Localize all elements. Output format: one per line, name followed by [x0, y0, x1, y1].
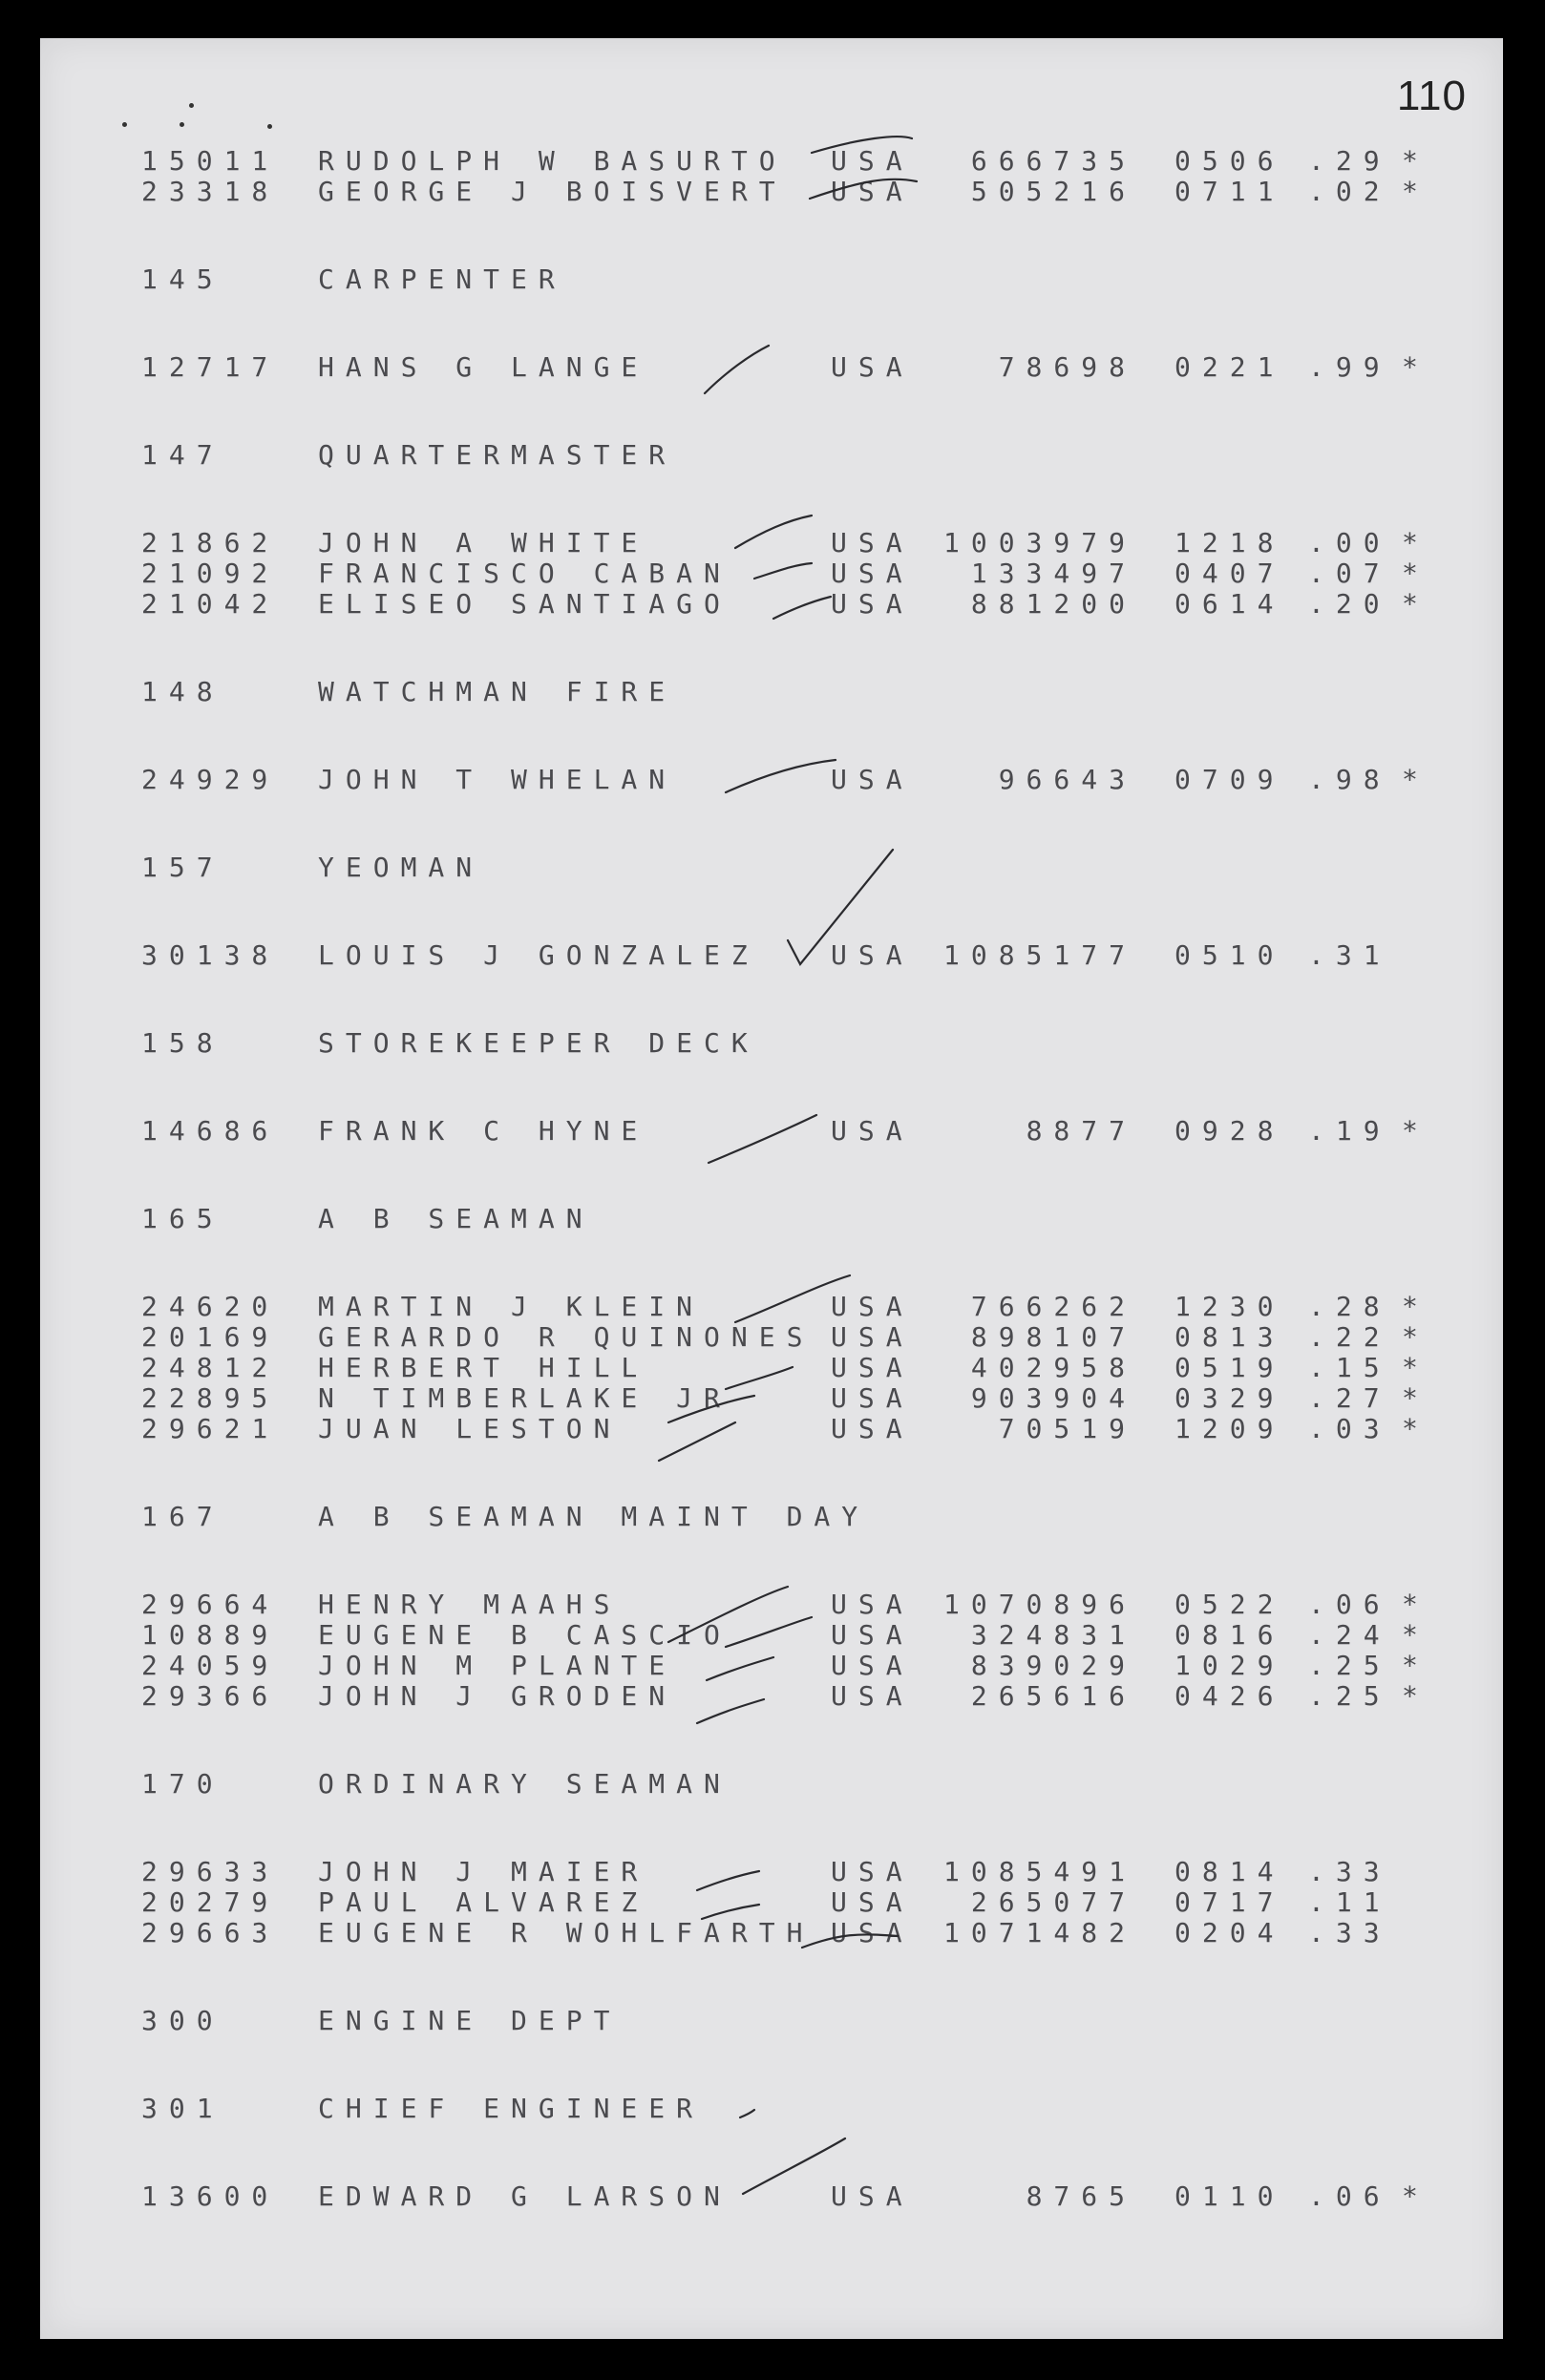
- document-number: 766262: [970, 1291, 1136, 1322]
- crew-row: [0, 1650, 1545, 1681]
- document-number: 402958: [970, 1352, 1136, 1383]
- asterisk-mark: *: [1402, 1321, 1418, 1353]
- crew-id: 29633: [141, 1856, 280, 1887]
- crew-row: [0, 1413, 1545, 1442]
- crew-id: 29664: [141, 1589, 280, 1620]
- date-code: 1029: [1175, 1650, 1285, 1681]
- date-code: 0614: [1175, 588, 1285, 620]
- section-code: 148: [141, 676, 224, 707]
- document-number: 265077: [970, 1886, 1136, 1918]
- citizenship: USA: [831, 1382, 914, 1414]
- citizenship: USA: [831, 588, 914, 620]
- section-title: A B SEAMAN MAINT DAY: [318, 1501, 870, 1532]
- rate-value: .33: [1308, 1856, 1391, 1887]
- date-code: 0329: [1175, 1382, 1285, 1414]
- section-title: QUARTERMASTER: [318, 439, 677, 471]
- asterisk-mark: *: [1402, 1382, 1418, 1414]
- crew-id: 24059: [141, 1650, 280, 1681]
- asterisk-mark: *: [1402, 2180, 1418, 2212]
- rate-value: .33: [1308, 1917, 1391, 1948]
- crew-row: [0, 764, 1545, 795]
- crew-id: 15011: [141, 145, 280, 177]
- section-header: [0, 1768, 1545, 1800]
- rate-value: .99: [1308, 351, 1391, 383]
- section-header: [0, 2005, 1545, 2036]
- rate-value: .07: [1308, 558, 1391, 589]
- section-code: 300: [141, 2005, 224, 2036]
- section-title: ORDINARY SEAMAN: [318, 1768, 731, 1800]
- citizenship: USA: [831, 176, 914, 207]
- section-title: CHIEF ENGINEER: [318, 2093, 705, 2124]
- crew-id: 20279: [141, 1886, 280, 1918]
- crew-name: HENRY MAAHS: [318, 1589, 622, 1620]
- date-code: 0204: [1175, 1917, 1285, 1948]
- section-code: 157: [141, 852, 224, 883]
- crew-name: JOHN J MAIER: [318, 1856, 649, 1887]
- crew-name: PAUL ALVAREZ: [318, 1886, 649, 1918]
- citizenship: USA: [831, 1917, 914, 1948]
- document-number: 1085491: [942, 1856, 1136, 1887]
- date-code: 0928: [1175, 1115, 1285, 1147]
- crew-name: N TIMBERLAKE JR: [318, 1382, 731, 1414]
- asterisk-mark: *: [1402, 1680, 1418, 1712]
- crew-row: [0, 1886, 1545, 1918]
- citizenship: USA: [831, 1321, 914, 1353]
- rate-value: .28: [1308, 1291, 1391, 1322]
- crew-id: 24812: [141, 1352, 280, 1383]
- crew-name: JOHN T WHELAN: [318, 764, 677, 795]
- citizenship: USA: [831, 1115, 914, 1147]
- crew-row: [0, 1291, 1545, 1322]
- crew-name: RUDOLPH W BASURTO: [318, 145, 787, 177]
- citizenship: USA: [831, 1650, 914, 1681]
- asterisk-mark: *: [1402, 527, 1418, 558]
- crew-name: JOHN J GRODEN: [318, 1680, 677, 1712]
- section-header: [0, 1501, 1545, 1532]
- crew-name: HANS G LANGE: [318, 351, 649, 383]
- asterisk-mark: *: [1402, 351, 1418, 383]
- asterisk-mark: *: [1402, 1115, 1418, 1147]
- section-title: CARPENTER: [318, 263, 566, 295]
- crew-row: [0, 1856, 1545, 1885]
- rate-value: .27: [1308, 1382, 1391, 1414]
- rate-value: .11: [1308, 1886, 1391, 1918]
- citizenship: USA: [831, 1856, 914, 1887]
- citizenship: USA: [831, 1680, 914, 1712]
- rate-value: .29: [1308, 145, 1391, 177]
- asterisk-mark: *: [1402, 1650, 1418, 1681]
- citizenship: USA: [831, 558, 914, 589]
- date-code: 0519: [1175, 1352, 1285, 1383]
- date-code: 0110: [1175, 2180, 1285, 2212]
- document-number: 666735: [970, 145, 1136, 177]
- asterisk-mark: *: [1402, 1413, 1418, 1444]
- crew-id: 21862: [141, 527, 280, 558]
- document-number: 1070896: [942, 1589, 1136, 1620]
- crew-id: 20169: [141, 1321, 280, 1353]
- crew-id: 12717: [141, 351, 280, 383]
- page-number: 110: [1396, 73, 1467, 119]
- crew-name: JOHN M PLANTE: [318, 1650, 677, 1681]
- document-number: 324831: [970, 1619, 1136, 1651]
- document-number: 903904: [970, 1382, 1136, 1414]
- crew-row: [0, 1589, 1545, 1620]
- date-code: 0816: [1175, 1619, 1285, 1651]
- section-code: 167: [141, 1501, 224, 1532]
- crew-name: EDWARD G LARSON: [318, 2180, 731, 2212]
- crew-row: [0, 176, 1545, 207]
- section-header: [0, 1203, 1545, 1232]
- crew-id: 14686: [141, 1115, 280, 1147]
- crew-row: [0, 1619, 1545, 1651]
- document-number: 839029: [970, 1650, 1136, 1681]
- citizenship: USA: [831, 1886, 914, 1918]
- section-code: 301: [141, 2093, 224, 2124]
- asterisk-mark: *: [1402, 1589, 1418, 1620]
- date-code: 1209: [1175, 1413, 1285, 1444]
- date-code: 0221: [1175, 351, 1285, 383]
- section-header: [0, 852, 1545, 883]
- citizenship: USA: [831, 145, 914, 177]
- asterisk-mark: *: [1402, 588, 1418, 620]
- asterisk-mark: *: [1402, 1291, 1418, 1322]
- asterisk-mark: *: [1402, 176, 1418, 207]
- document-sheet: [40, 38, 1503, 2339]
- section-code: 145: [141, 263, 224, 295]
- document-number: 1003979: [942, 527, 1136, 558]
- crew-row: [0, 1382, 1545, 1414]
- crew-name: HERBERT HILL: [318, 1352, 649, 1383]
- crew-row: [0, 1680, 1545, 1712]
- citizenship: USA: [831, 527, 914, 558]
- section-header: [0, 2093, 1545, 2124]
- document-number: 1085177: [942, 939, 1136, 971]
- date-code: 0717: [1175, 1886, 1285, 1918]
- section-header: [0, 676, 1545, 705]
- citizenship: USA: [831, 1619, 914, 1651]
- rate-value: .06: [1308, 2180, 1391, 2212]
- section-title: STOREKEEPER DECK: [318, 1027, 759, 1059]
- crew-id: 10889: [141, 1619, 280, 1651]
- date-code: 0814: [1175, 1856, 1285, 1887]
- rate-value: .22: [1308, 1321, 1391, 1353]
- crew-id: 21042: [141, 588, 280, 620]
- crew-row: [0, 1321, 1545, 1353]
- citizenship: USA: [831, 1413, 914, 1444]
- crew-row: [0, 527, 1545, 556]
- rate-value: .31: [1308, 939, 1391, 971]
- crew-row: [0, 1115, 1545, 1147]
- crew-row: [0, 939, 1545, 971]
- rate-value: .24: [1308, 1619, 1391, 1651]
- document-number: 898107: [970, 1321, 1136, 1353]
- crew-row: [0, 558, 1545, 589]
- citizenship: USA: [831, 1291, 914, 1322]
- date-code: 0426: [1175, 1680, 1285, 1712]
- date-code: 1218: [1175, 527, 1285, 558]
- crew-id: 21092: [141, 558, 280, 589]
- rate-value: .03: [1308, 1413, 1391, 1444]
- date-code: 0522: [1175, 1589, 1285, 1620]
- date-code: 0813: [1175, 1321, 1285, 1353]
- crew-name: FRANK C HYNE: [318, 1115, 649, 1147]
- crew-id: 29663: [141, 1917, 280, 1948]
- asterisk-mark: *: [1402, 1619, 1418, 1651]
- crew-id: 24929: [141, 764, 280, 795]
- crew-id: 13600: [141, 2180, 280, 2212]
- crew-row: [0, 1917, 1545, 1946]
- crew-name: FRANCISCO CABAN: [318, 558, 731, 589]
- crew-id: 29621: [141, 1413, 280, 1444]
- date-code: 0709: [1175, 764, 1285, 795]
- crew-id: 29366: [141, 1680, 280, 1712]
- crew-name: MARTIN J KLEIN: [318, 1291, 705, 1322]
- crew-id: 23318: [141, 176, 280, 207]
- date-code: 0711: [1175, 176, 1285, 207]
- document-number: 8877: [1026, 1115, 1136, 1147]
- crew-name: GERARDO R QUINONES: [318, 1321, 815, 1353]
- crew-name: JUAN LESTON: [318, 1413, 622, 1444]
- rate-value: .06: [1308, 1589, 1391, 1620]
- citizenship: USA: [831, 2180, 914, 2212]
- document-number: 133497: [970, 558, 1136, 589]
- date-code: 0510: [1175, 939, 1285, 971]
- date-code: 0407: [1175, 558, 1285, 589]
- crew-row: [0, 588, 1545, 620]
- crew-id: 22895: [141, 1382, 280, 1414]
- crew-name: EUGENE B CASCIO: [318, 1619, 731, 1651]
- section-header: [0, 1027, 1545, 1059]
- crew-name: GEORGE J BOISVERT: [318, 176, 787, 207]
- crew-id: 24620: [141, 1291, 280, 1322]
- rate-value: .98: [1308, 764, 1391, 795]
- crew-name: JOHN A WHITE: [318, 527, 649, 558]
- section-code: 147: [141, 439, 224, 471]
- crew-row: [0, 1352, 1545, 1383]
- citizenship: USA: [831, 351, 914, 383]
- document-number: 70519: [998, 1413, 1136, 1444]
- crew-name: LOUIS J GONZALEZ: [318, 939, 759, 971]
- rate-value: .25: [1308, 1680, 1391, 1712]
- section-title: WATCHMAN FIRE: [318, 676, 677, 707]
- rate-value: .19: [1308, 1115, 1391, 1147]
- section-header: [0, 263, 1545, 295]
- crew-row: [0, 2180, 1545, 2212]
- crew-id: 30138: [141, 939, 280, 971]
- crew-name: EUGENE R WOHLFARTH: [318, 1917, 815, 1948]
- rate-value: .25: [1308, 1650, 1391, 1681]
- date-code: 1230: [1175, 1291, 1285, 1322]
- crew-row: [0, 351, 1545, 383]
- stray-marks: [122, 95, 285, 143]
- rate-value: .20: [1308, 588, 1391, 620]
- date-code: 0506: [1175, 145, 1285, 177]
- rate-value: .02: [1308, 176, 1391, 207]
- section-code: 165: [141, 1203, 224, 1234]
- section-code: 170: [141, 1768, 224, 1800]
- asterisk-mark: *: [1402, 558, 1418, 589]
- section-title: YEOMAN: [318, 852, 484, 883]
- document-number: 505216: [970, 176, 1136, 207]
- rate-value: .15: [1308, 1352, 1391, 1383]
- crew-name: ELISEO SANTIAGO: [318, 588, 731, 620]
- document-number: 265616: [970, 1680, 1136, 1712]
- section-title: ENGINE DEPT: [318, 2005, 622, 2036]
- asterisk-mark: *: [1402, 145, 1418, 177]
- citizenship: USA: [831, 1589, 914, 1620]
- crew-row: [0, 145, 1545, 177]
- section-code: 158: [141, 1027, 224, 1059]
- citizenship: USA: [831, 1352, 914, 1383]
- document-number: 1071482: [942, 1917, 1136, 1948]
- asterisk-mark: *: [1402, 764, 1418, 795]
- citizenship: USA: [831, 939, 914, 971]
- citizenship: USA: [831, 764, 914, 795]
- document-number: 881200: [970, 588, 1136, 620]
- section-header: [0, 439, 1545, 471]
- section-title: A B SEAMAN: [318, 1203, 594, 1234]
- asterisk-mark: *: [1402, 1352, 1418, 1383]
- document-number: 8765: [1026, 2180, 1136, 2212]
- document-number: 78698: [998, 351, 1136, 383]
- document-number: 96643: [998, 764, 1136, 795]
- rate-value: .00: [1308, 527, 1391, 558]
